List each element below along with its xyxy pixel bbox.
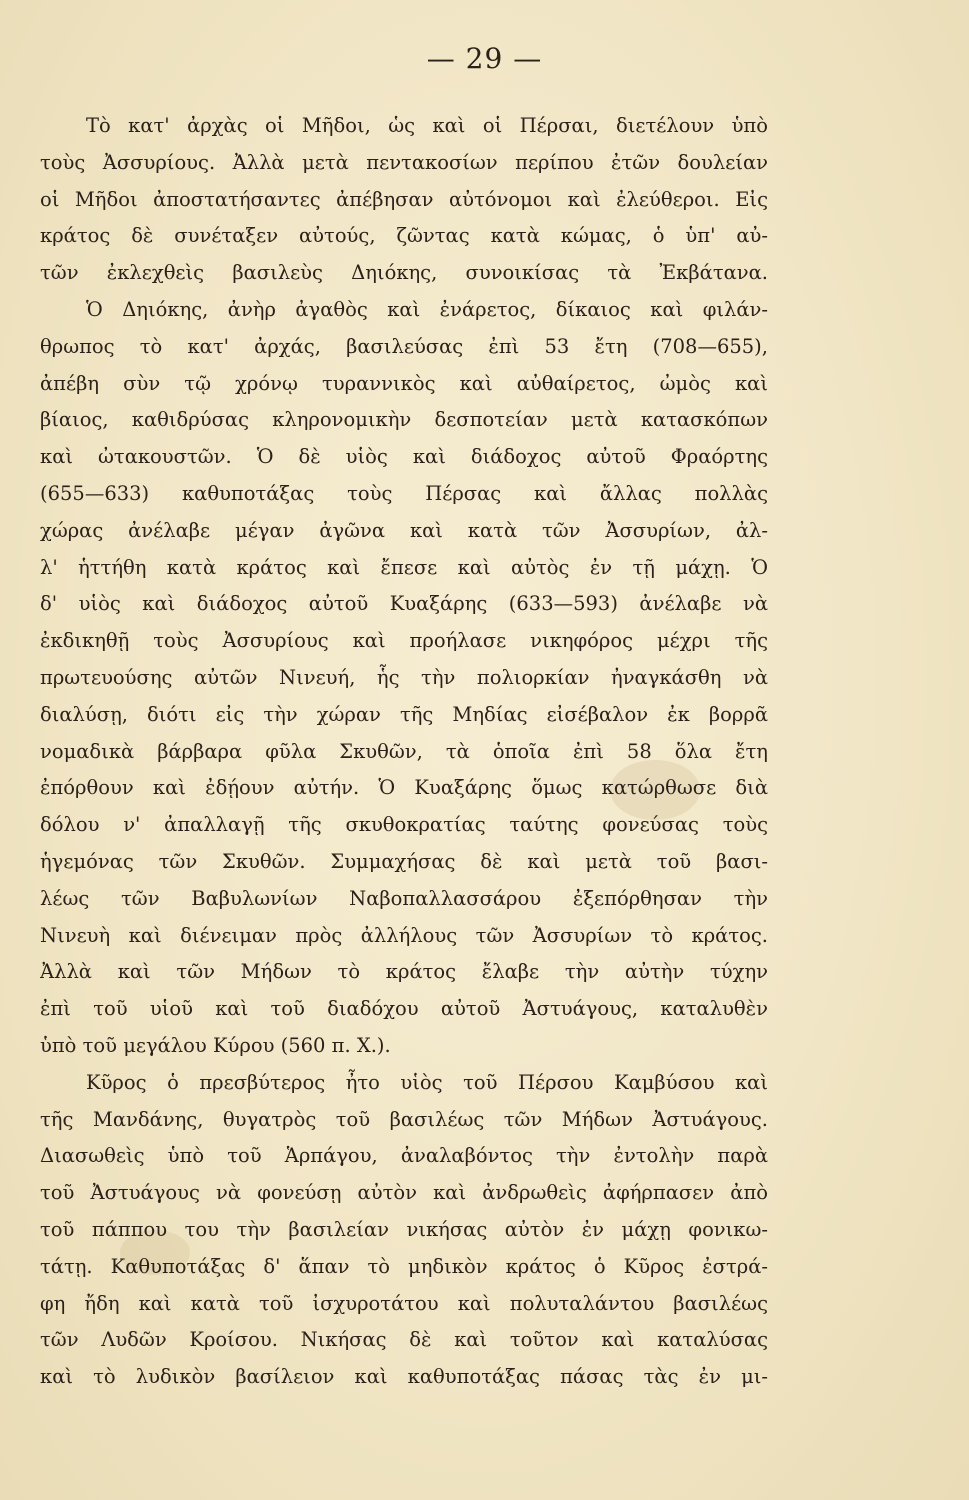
text-line: καὶ τὸ λυδικὸν βασίλειον καὶ καθυποτάξας πάσας τὰς ἐν μι- [40, 1365, 768, 1389]
text-line: τάτῃ. Καθυποτάξας δ' ἅπαν τὸ μηδικὸν κράτος ὁ Κῦρος ἐστρά- [40, 1254, 768, 1278]
text-line: Τὸ κατ' ἀρχὰς οἱ Μῆδοι, ὡς καὶ οἱ Πέρσαι, διετέλουν ὑπὸ [86, 114, 768, 137]
text-line: οἱ Μῆδοι ἀποστατήσαντες ἀπέβησαν αὐτόνομοι καὶ ἐλεύθεροι. Εἰς [40, 187, 768, 211]
text-line: ἐπόρθουν καὶ ἐδῄουν αὐτήν. Ὁ Κυαξάρης ὅμως κατώρθωσε διὰ [40, 776, 768, 800]
text-line: τῆς Μανδάνης, θυγατρὸς τοῦ βασιλέως τῶν Μήδων Ἀστυάγους. [40, 1107, 768, 1131]
text-line: θρωπος τὸ κατ' ἀρχάς, βασιλεύσας ἐπὶ 53 ἔτη (708—655), [40, 334, 768, 358]
text-line: Κῦρος ὁ πρεσβύτερος ἦτο υἱὸς τοῦ Πέρσου Καμβύσου καὶ [86, 1070, 768, 1094]
text-line: κράτος δὲ συνέταξεν αὐτούς, ζῶντας κατὰ κώμας, ὁ ὑπ' αὐ- [40, 224, 768, 248]
text-line: δόλου ν' ἀπαλλαγῇ τῆς σκυθοκρατίας ταύτης φονεύσας τοὺς [40, 813, 768, 837]
text-line: Νινευὴ καὶ διένειμαν πρὸς ἀλλήλους τῶν Ἀσσυρίων τὸ κράτος. [40, 923, 768, 947]
text-line: πρωτευούσης αὐτῶν Νινευή, ἧς τὴν πολιορκίαν ἠναγκάσθη νὰ [40, 665, 768, 689]
text-line: φη ἤδη καὶ κατὰ τοῦ ἰσχυροτάτου καὶ πολυταλάντου βασιλέως [40, 1291, 768, 1315]
text-line: Ὁ Δηιόκης, ἀνὴρ ἀγαθὸς καὶ ἐνάρετος, δίκαιος καὶ φιλάν- [86, 297, 768, 321]
text-line: (655—633) καθυποτάξας τοὺς Πέρσας καὶ ἄλλας πολλὰς [40, 481, 768, 505]
text-line: τοὺς Ἀσσυρίους. Ἀλλὰ μετὰ πεντακοσίων περίπου ἐτῶν δουλείαν [40, 150, 768, 174]
text-line: νομαδικὰ βάρβαρα φῦλα Σκυθῶν, τὰ ὁποῖα ἐπὶ 58 ὅλα ἔτη [40, 739, 768, 763]
text-line: τοῦ πάππου του τὴν βασιλείαν νικήσας αὐτὸν ἐν μάχῃ φονικω- [40, 1217, 768, 1241]
text-line: τοῦ Ἀστυάγους νὰ φονεύσῃ αὐτὸν καὶ ἀνδρωθεὶς ἀφήρπασεν ἀπὸ [40, 1181, 768, 1205]
text-line: ὑπὸ τοῦ μεγάλου Κύρου (560 π. Χ.). [40, 1033, 391, 1057]
page-number: — 29 — [426, 42, 543, 75]
text-line: ἀπέβη σὺν τῷ χρόνῳ τυραννικὸς καὶ αὐθαίρετος, ὠμὸς καὶ [40, 371, 768, 395]
text-line: λέως τῶν Βαβυλωνίων Ναβοπαλλασσάρου ἐξεπόρθησαν τὴν [40, 886, 768, 910]
text-line: ἐπὶ τοῦ υἱοῦ καὶ τοῦ διαδόχου αὐτοῦ Ἀστυάγους, καταλυθὲν [40, 997, 768, 1021]
text-line: Ἀλλὰ καὶ τῶν Μήδων τὸ κράτος ἔλαβε τὴν αὐτὴν τύχην [40, 960, 768, 984]
text-line: διαλύσῃ, διότι εἰς τὴν χώραν τῆς Μηδίας εἰσέβαλον ἐκ βορρᾶ [40, 702, 768, 726]
text-line: λ' ἡττήθη κατὰ κράτος καὶ ἔπεσε καὶ αὐτὸς ἐν τῇ μάχῃ. Ὁ [40, 555, 768, 579]
text-line: βίαιος, καθιδρύσας κληρονομικὴν δεσποτείαν μετὰ κατασκόπων [40, 408, 768, 432]
body-text [40, 108, 768, 1396]
text-line: ἡγεμόνας τῶν Σκυθῶν. Συμμαχήσας δὲ καὶ μετὰ τοῦ βασι- [40, 849, 768, 873]
text-line: τῶν Λυδῶν Κροίσου. Νικήσας δὲ καὶ τοῦτον καὶ καταλύσας [40, 1328, 768, 1352]
text-line: ἐκδικηθῇ τοὺς Ἀσσυρίους καὶ προήλασε νικηφόρος μέχρι τῆς [40, 629, 768, 653]
text-line: τῶν ἐκλεχθεὶς βασιλεὺς Δηιόκης, συνοικίσας τὰ Ἐκβάτανα. [40, 261, 768, 285]
text-line: χώρας ἀνέλαβε μέγαν ἀγῶνα καὶ κατὰ τῶν Ἀσσυρίων, ἀλ- [40, 518, 768, 542]
text-line: Διασωθεὶς ὑπὸ τοῦ Ἁρπάγου, ἀναλαβόντος τὴν ἐντολὴν παρὰ [40, 1144, 768, 1168]
text-line: καὶ ὠτακουστῶν. Ὁ δὲ υἱὸς καὶ διάδοχος αὐτοῦ Φραόρτης [40, 445, 768, 469]
text-line: δ' υἱὸς καὶ διάδοχος αὐτοῦ Κυαξάρης (633—593) ἀνέλαβε νὰ [40, 592, 768, 616]
